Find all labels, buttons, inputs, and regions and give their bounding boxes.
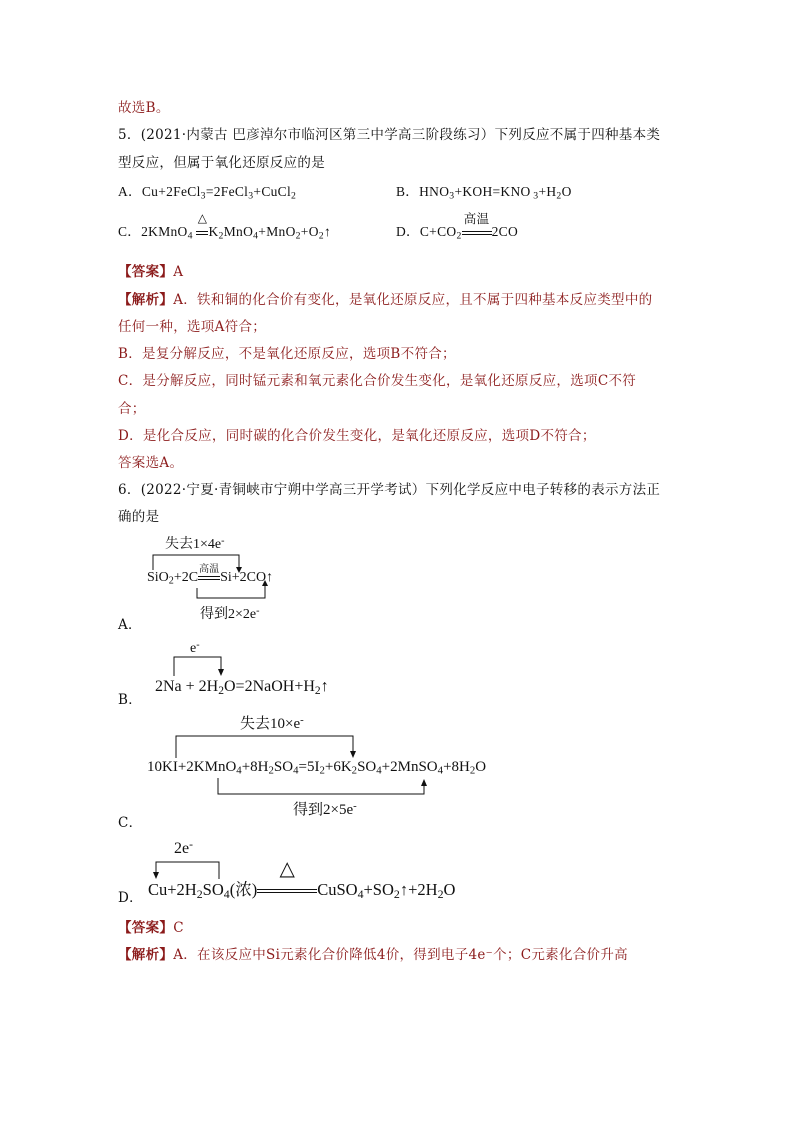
option-a-equation: SiO$_2$+2C 高温 Si+2CO↑ [147,564,274,587]
heat-condition: △ [196,224,208,240]
heat-condition: △ [257,880,317,900]
q6-stem-line2: 确的是 [118,509,160,525]
hightemp-condition: 高温 [462,224,492,240]
option-b-equation: $2Na + 2H_2O=2NaOH+H_2↑$ [155,678,329,697]
option-label: D． [396,224,420,239]
option-label: C． [118,224,142,239]
q5-analysis-line7: 答案选A。 [118,455,184,471]
q5-option-a: A．Cu+2FeCl$_3$=2FeCl$_3$+CuCl$_2$ [118,184,297,202]
q5-analysis-line2: 任何一种，选项A符合； [118,319,267,335]
q5-stem-line1: 5．(2021·内蒙古 巴彦淖尔市临河区第三中学高三阶段练习）下列反应不属于四种基本类 [118,127,661,143]
q6-analysis-line1: 【解析】A．在该反应中Si元素化合价降低4价，得到电子4e⁻个；C元素化合价升高 [118,947,628,963]
option-c-label: C． [118,815,143,831]
option-c-lose-label: 失去10×e- [240,714,304,732]
option-a-lose-label: 失去1×4e- [165,535,225,552]
option-b-electron-label: e- [190,639,200,656]
q5-analysis-line5: 合； [118,401,146,417]
q5-option-b: B．$HNO_3+KOH=KNO$ $_3+H_2O$ [396,184,572,202]
option-d-electron-label: 2e- [174,838,193,857]
q5-answer: 【答案】A [118,264,184,280]
q5-analysis-line4: C．是分解反应，同时锰元素和氧元素化合价发生变化，是氧化还原反应，选项C不符 [118,373,637,389]
option-d-equation: $Cu+2H_2SO_4$(浓) △ $CuSO_4+SO_2↑+2H_2O$ [148,858,456,901]
option-b-arrow [160,650,240,680]
option-c-gain-label: 得到2×5e- [293,800,357,818]
intro-text: 故选B。 [118,100,170,116]
q5-analysis-line1: 【解析】A．铁和铜的化合价有变化，是氧化还原反应，且不属于四种基本反应类型中的 [118,292,653,308]
option-b-label: B． [118,692,143,708]
option-a-gain-label: 得到2×2e- [200,605,260,622]
q5-stem-line2: 型反应，但属于氧化还原反应的是 [118,155,325,171]
q5-analysis-line3: B．是复分解反应，不是氧化还原反应，选项B不符合； [118,346,456,362]
q5-analysis-line6: D．是化合反应，同时碳的化合价发生变化，是氧化还原反应，选项D不符合； [118,428,596,444]
option-d-label: D． [118,890,143,906]
hightemp-condition: 高温 [198,570,220,586]
q6-stem-line1: 6．(2022·宁夏·青铜峡市宁朔中学高三开学考试）下列化学反应中电子转移的表示方法正 [118,482,661,498]
q5-option-d: D．$C+CO_2$ 高温 2CO [396,212,519,242]
q5-option-c: C．2KMnO$_4$ △ $K_2MnO_4+MnO_2+O_2↑$ [118,211,331,242]
option-label: A． [118,184,142,199]
option-label: B． [396,184,420,199]
q6-answer: 【答案】C [118,920,184,936]
option-a-label: A． [118,617,142,633]
option-c-equation: $10KI+2KMnO_4+8H_2SO_4=5I_2+6K_2SO_4+2MnSO_4+8H_2O$ [147,759,487,777]
